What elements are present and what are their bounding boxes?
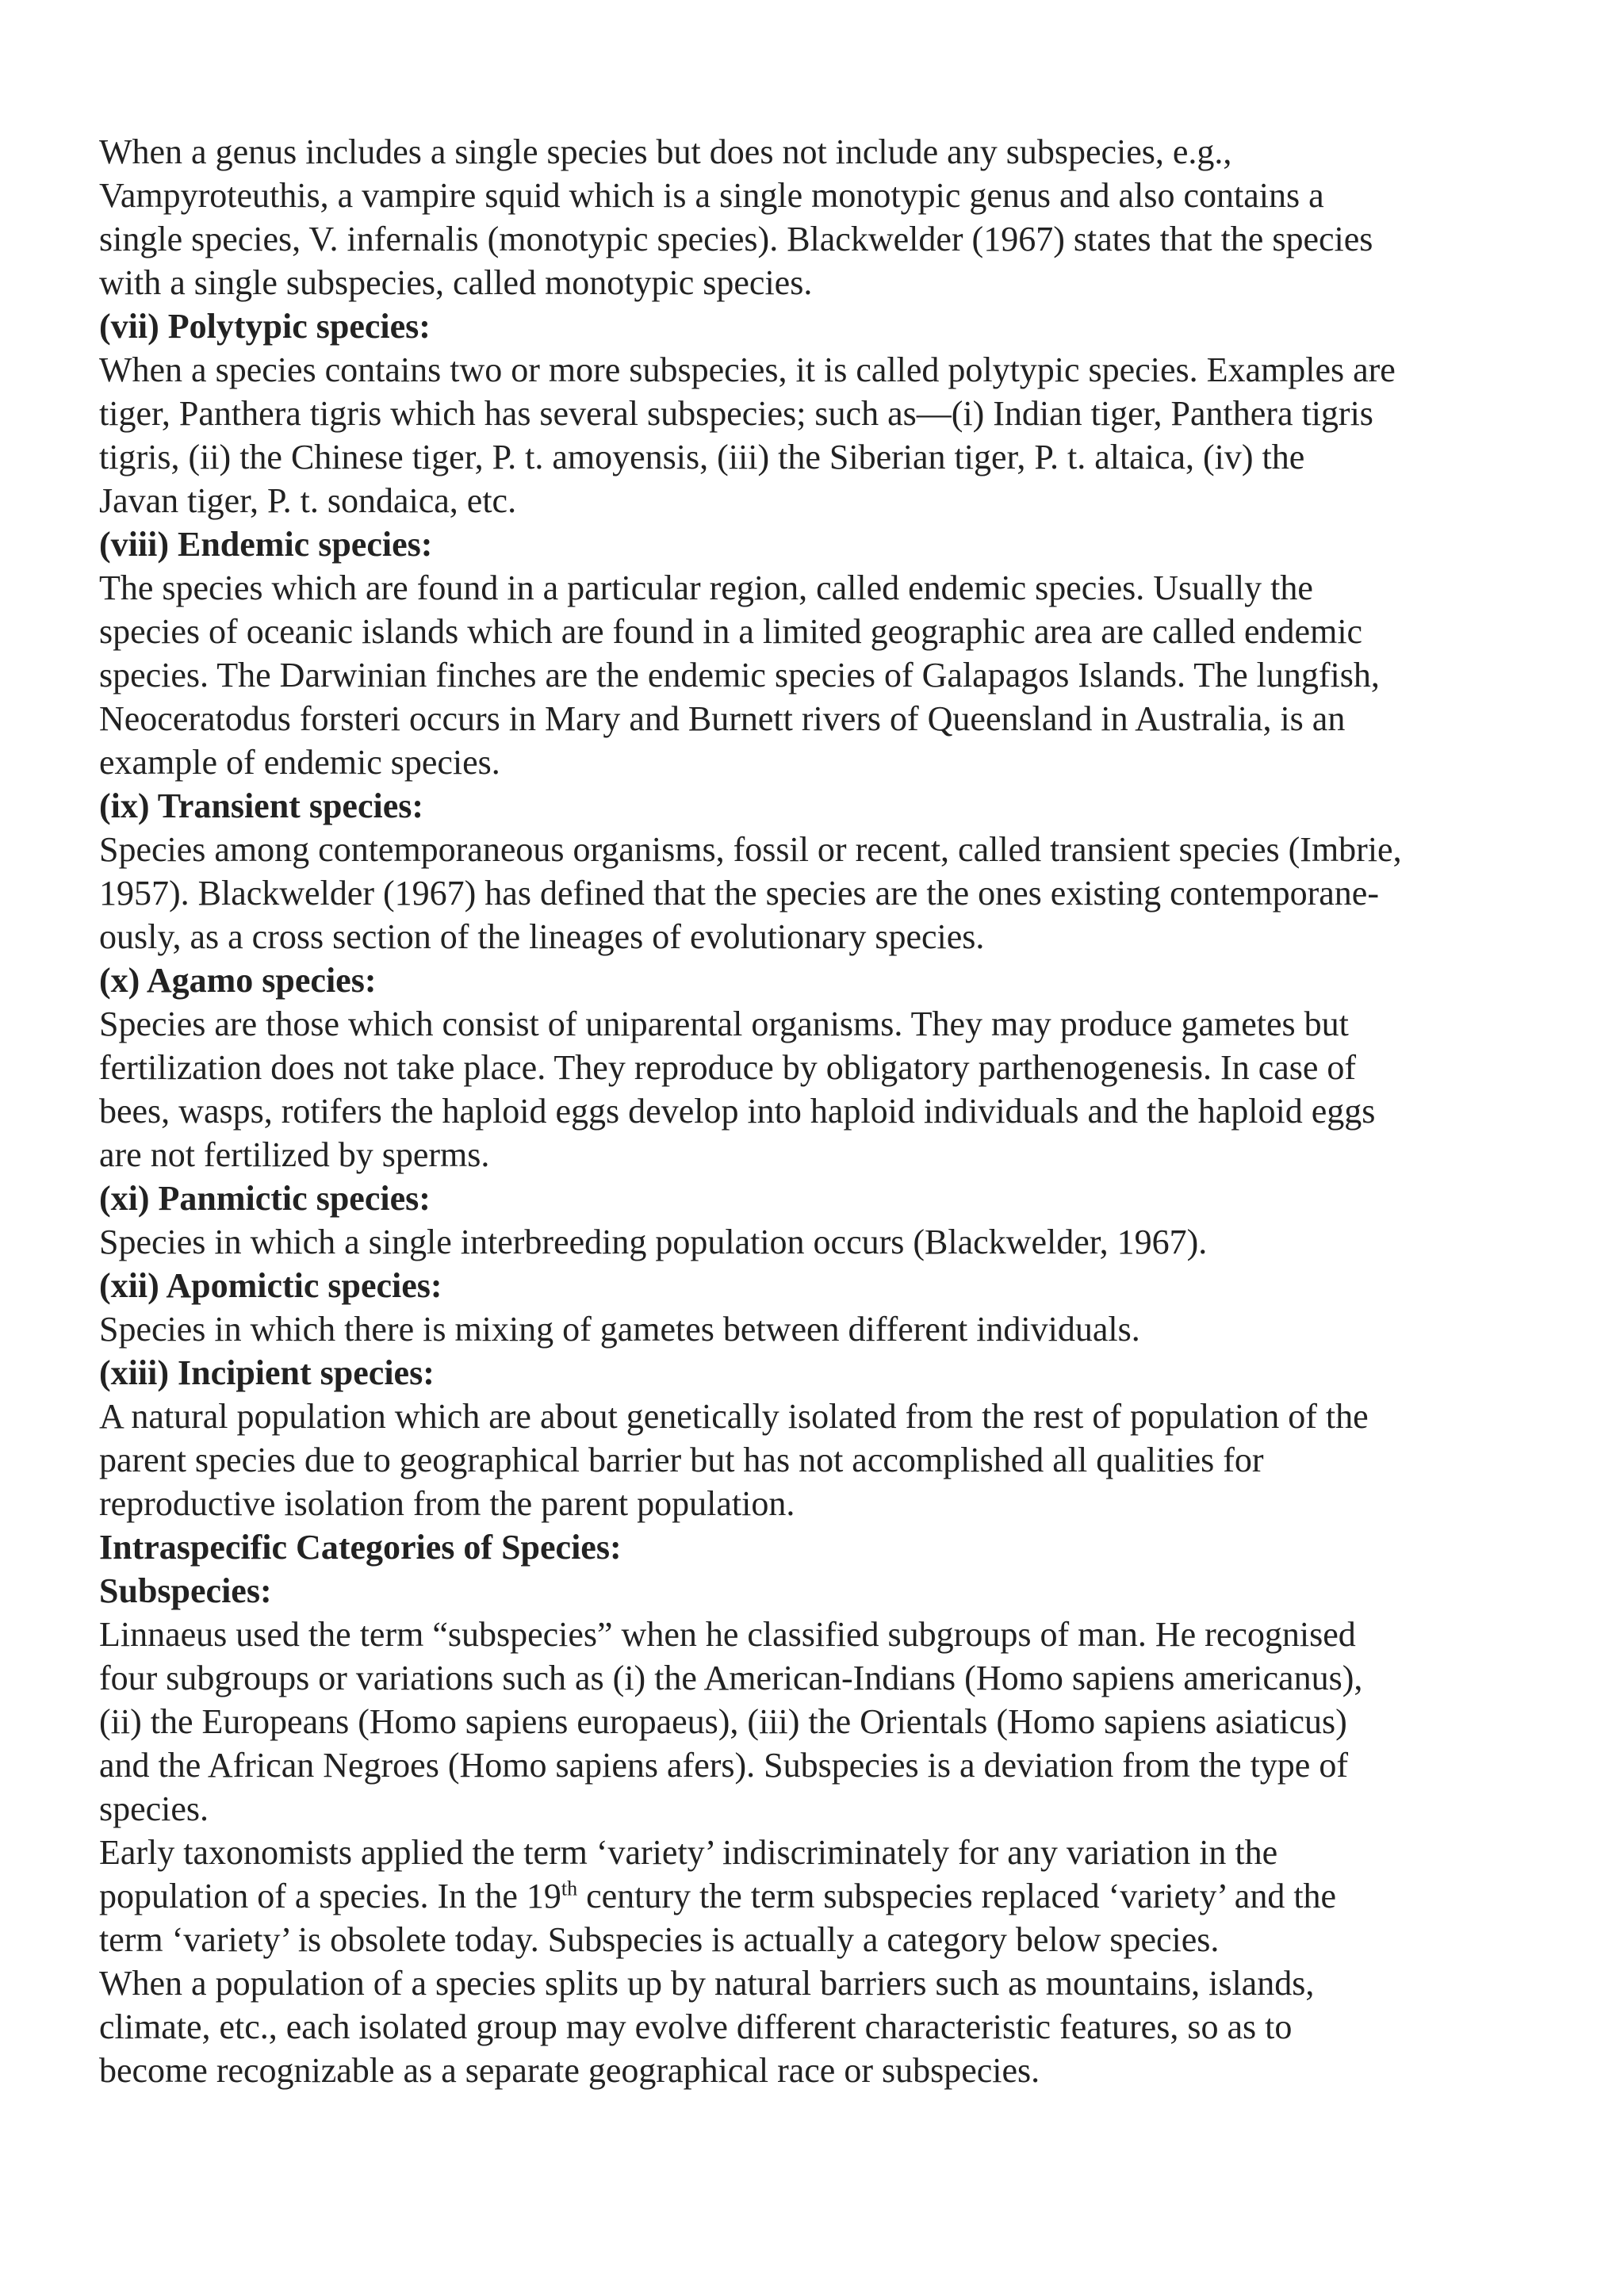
ordinal-suffix: th xyxy=(561,1877,578,1900)
paragraph-apomictic xyxy=(99,1307,1529,1351)
text-line: bees, wasps, rotifers the haploid eggs develop into haploid individuals and the haploid eggs xyxy=(99,1092,1376,1131)
paragraph-monotypic xyxy=(99,130,1529,304)
text-line: 1957). Blackwelder (1967) has defined that the species are the ones existing contemporane- xyxy=(99,874,1379,913)
text-line: fertilization does not take place. They reproduce by obligatory parthenogenesis. In case of xyxy=(99,1048,1357,1087)
text-line: Javan tiger, P. t. sondaica, etc. xyxy=(99,481,517,520)
heading-apomictic-species: (xii) Apomictic species: xyxy=(99,1266,442,1305)
heading-intraspecific-categories: Intraspecific Categories of Species: xyxy=(99,1528,622,1567)
text-line: Species are those which consist of uniparental organisms. They may produce gametes but xyxy=(99,1004,1349,1043)
text-line: are not fertilized by sperms. xyxy=(99,1135,490,1174)
paragraph-panmictic xyxy=(99,1220,1529,1264)
text-line: population of a species. In the 19th century the term subspecies replaced ‘variety’ and the xyxy=(99,1877,1337,1915)
text-line: Species in which there is mixing of gametes between different individuals. xyxy=(99,1310,1140,1349)
text-line: become recognizable as a separate geographical race or subspecies. xyxy=(99,2051,1040,2090)
text-line: reproductive isolation from the parent population. xyxy=(99,1484,795,1523)
text-line: tiger, Panthera tigris which has several subspecies; such as—(i) Indian tiger, Panthera tigris xyxy=(99,394,1373,433)
paragraph-linnaeus xyxy=(99,1613,1529,1831)
text-line: and the African Negroes (Homo sapiens afers). Subspecies is a deviation from the type of xyxy=(99,1746,1348,1785)
text-line: species. The Darwinian finches are the endemic species of Galapagos Islands. The lungfish, xyxy=(99,656,1380,695)
text-line: Early taxonomists applied the term ‘variety’ indiscriminately for any variation in the xyxy=(99,1833,1278,1872)
text-line: parent species due to geographical barrier but has not accomplished all qualities for xyxy=(99,1441,1264,1479)
heading-incipient-species: (xiii) Incipient species: xyxy=(99,1353,435,1392)
text-line: climate, etc., each isolated group may evolve different characteristic features, so as to xyxy=(99,2007,1293,2046)
paragraph-endemic xyxy=(99,566,1529,784)
text-line: When a population of a species splits up by natural barriers such as mountains, islands, xyxy=(99,1964,1315,2003)
heading-subspecies: Subspecies: xyxy=(99,1571,272,1610)
paragraph-polytypic xyxy=(99,348,1529,522)
heading-endemic-species: (viii) Endemic species: xyxy=(99,525,433,564)
paragraph-transient xyxy=(99,828,1529,959)
text-line: When a species contains two or more subspecies, it is called polytypic species. Examples are xyxy=(99,350,1396,389)
heading-panmictic-species: (xi) Panmictic species: xyxy=(99,1179,431,1218)
text-line: species of oceanic islands which are found in a limited geographic area are called endemic xyxy=(99,612,1363,651)
text-line: Linnaeus used the term “subspecies” when he classified subgroups of man. He recognised xyxy=(99,1615,1356,1654)
text-line: single species, V. infernalis (monotypic species). Blackwelder (1967) states that the species xyxy=(99,220,1373,258)
paragraph-variety xyxy=(99,1831,1529,1961)
heading-transient-species: (ix) Transient species: xyxy=(99,786,423,825)
text-line: term ‘variety’ is obsolete today. Subspecies is actually a category below species. xyxy=(99,1920,1220,1959)
text-line: A natural population which are about genetically isolated from the rest of population of the xyxy=(99,1397,1369,1436)
text-line: tigris, (ii) the Chinese tiger, P. t. amoyensis, (iii) the Siberian tiger, P. t. altaica, (iv) the xyxy=(99,438,1305,476)
text-line: Species in which a single interbreeding population occurs (Blackwelder, 1967). xyxy=(99,1223,1208,1261)
text-line: Species among contemporaneous organisms, fossil or recent, called transient species (Imbrie, xyxy=(99,830,1402,869)
text-line: The species which are found in a particular region, called endemic species. Usually the xyxy=(99,568,1313,607)
paragraph-incipient xyxy=(99,1395,1529,1525)
paragraph-agamo xyxy=(99,1002,1529,1177)
text-line: Neoceratodus forsteri occurs in Mary and Burnett rivers of Queensland in Australia, is an xyxy=(99,699,1346,738)
text-line: When a genus includes a single species but does not include any subspecies, e.g., xyxy=(99,132,1232,171)
text-line: Vampyroteuthis, a vampire squid which is a single monotypic genus and also contains a xyxy=(99,176,1324,215)
text-line: with a single subspecies, called monotypic species. xyxy=(99,263,813,302)
text-line: (ii) the Europeans (Homo sapiens europaeus), (iii) the Orientals (Homo sapiens asiaticus) xyxy=(99,1702,1347,1741)
text-line: four subgroups or variations such as (i) the American-Indians (Homo sapiens americanus), xyxy=(99,1659,1363,1697)
heading-agamo-species: (x) Agamo species: xyxy=(99,961,377,1000)
text-line: ously, as a cross section of the lineages of evolutionary species. xyxy=(99,917,985,956)
text-line: species. xyxy=(99,1789,209,1828)
heading-polytypic-species: (vii) Polytypic species: xyxy=(99,307,431,346)
text-line: example of endemic species. xyxy=(99,743,500,782)
paragraph-geographic-race xyxy=(99,1961,1529,2092)
